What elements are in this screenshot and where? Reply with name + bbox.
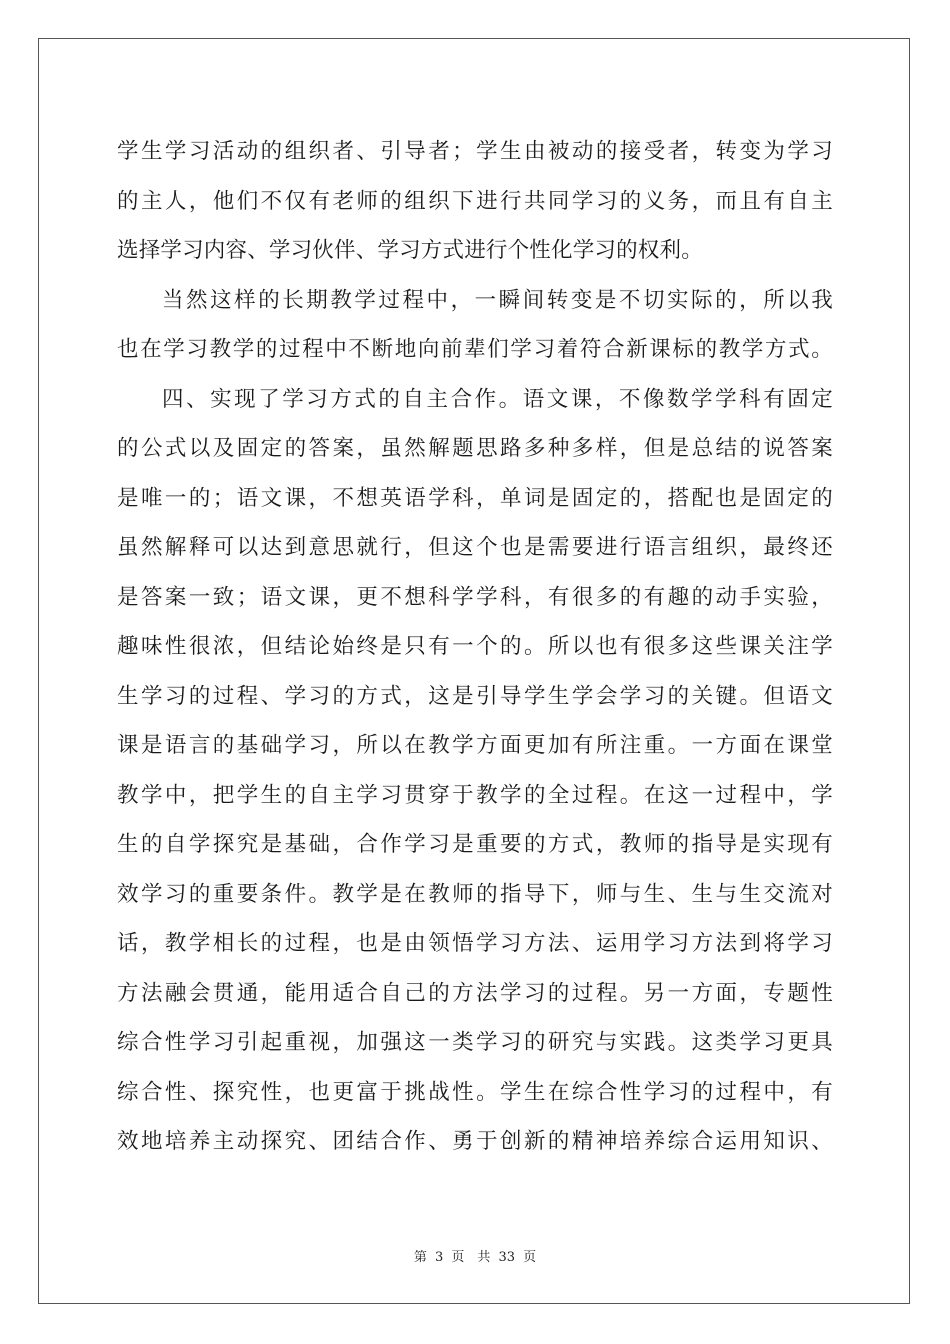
document-body — [117, 127, 833, 1167]
text-line: 趣味性很浓，但结论始终是只有一个的。所以也有很多这些课关注学 — [117, 634, 833, 659]
text-line: 综合性学习引起重视，加强这一类学习的研究与实践。这类学习更具 — [117, 1030, 833, 1055]
text-line: 生学习的过程、学习的方式，这是引导学生学会学习的关键。但语文 — [117, 683, 833, 709]
text-line: 也在学习教学的过程中不断地向前辈们学习着符合新课标的教学方式。 — [117, 337, 833, 362]
text-line: 的公式以及固定的答案，虽然解题思路多种多样，但是总结的说答案 — [117, 436, 833, 461]
text-line: 虽然解释可以达到意思就行，但这个也是需要进行语言组织，最终还 — [117, 535, 833, 560]
text-line: 生的自学探究是基础，合作学习是重要的方式，教师的指导是实现有 — [117, 832, 833, 857]
text-line: 教学中，把学生的自主学习贯穿于教学的全过程。在这一过程中，学 — [117, 782, 833, 808]
text-line: 综合性、探究性，也更富于挑战性。学生在综合性学习的过程中，有 — [117, 1079, 833, 1105]
text-line: 是唯一的；语文课，不想英语学科，单词是固定的，搭配也是固定的 — [117, 485, 833, 511]
page-number-footer: 第 3 页 共 33 页 — [413, 1250, 537, 1265]
text-line: 选择学习内容、学习伙伴、学习方式进行个性化学习的权利。 — [117, 238, 703, 263]
text-line: 学生学习活动的组织者、引导者；学生由被动的接受者，转变为学习 — [117, 139, 833, 164]
paragraph-start-line: 四、实现了学习方式的自主合作。语文课，不像数学学科有固定 — [162, 386, 833, 412]
text-line: 话，教学相长的过程，也是由领悟学习方法、运用学习方法到将学习 — [117, 931, 833, 956]
text-line: 的主人，他们不仅有老师的组织下进行共同学习的义务，而且有自主 — [117, 188, 833, 214]
text-line: 方法融会贯通，能用适合自己的方法学习的过程。另一方面，专题性 — [117, 980, 833, 1006]
paragraph-start-line: 当然这样的长期教学过程中，一瞬间转变是不切实际的，所以我 — [162, 287, 833, 313]
text-line: 效地培养主动探究、团结合作、勇于创新的精神培养综合运用知识、 — [117, 1129, 833, 1154]
text-line: 效学习的重要条件。教学是在教师的指导下，师与生、生与生交流对 — [117, 881, 833, 907]
text-line: 是答案一致；语文课，更不想科学学科，有很多的有趣的动手实验， — [117, 584, 833, 610]
text-line: 课是语言的基础学习，所以在教学方面更加有所注重。一方面在课堂 — [117, 733, 833, 758]
